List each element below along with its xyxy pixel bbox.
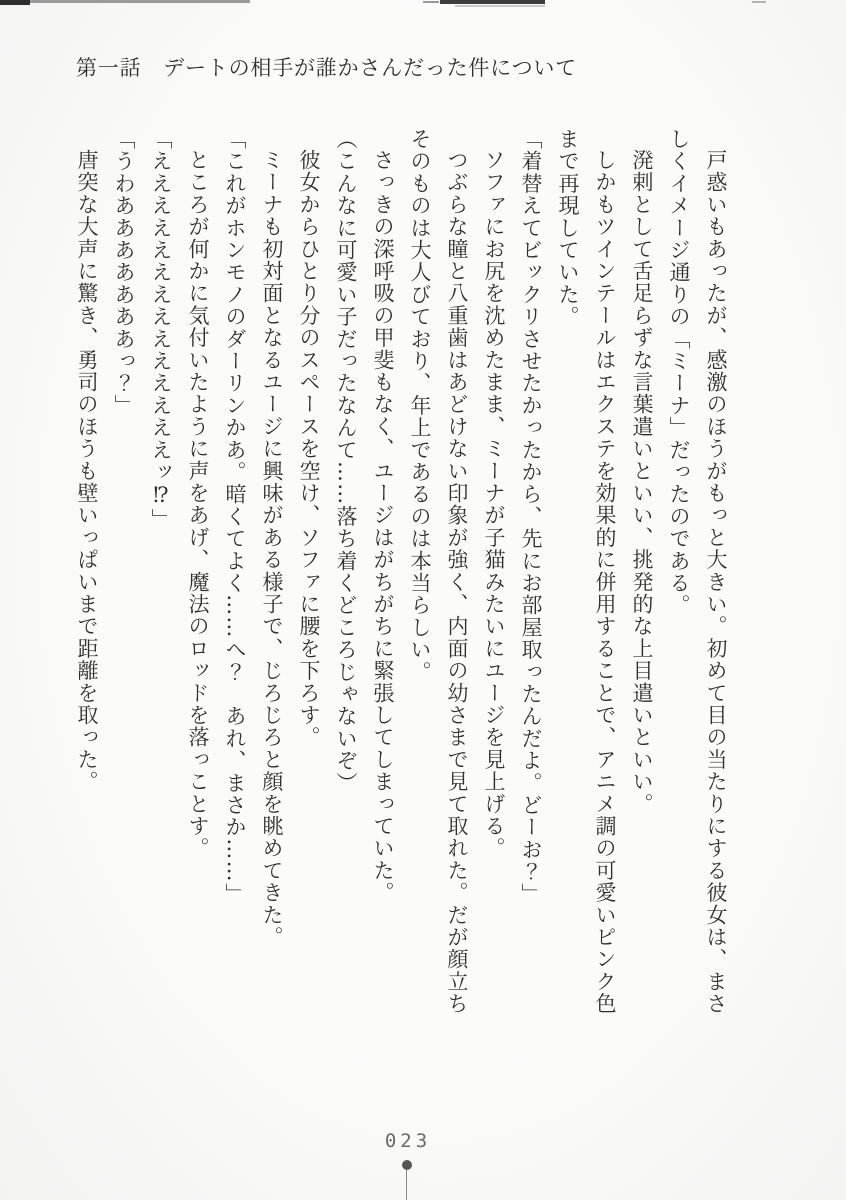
text-line: 「これがホンモノのダーリンかあ。暗くてよく……へ？ あれ、まさか……」 — [223, 128, 247, 905]
text-line: つぶらな瞳と八重歯はあどけない印象が強く、内面の幼さまで見て取れた。だが顔立ち — [445, 149, 469, 1015]
chapter-title: 第一話 デートの相手が誰かさんだった件について — [76, 56, 577, 80]
text-line: 「うわあああああああっ？」 — [112, 128, 136, 417]
text-line: 彼女からひとり分のスペースを空け、ソファに腰を下ろす。 — [297, 149, 321, 749]
body-text — [68, 128, 734, 1076]
text-line: しくイメージ通りの「ミーナ」だったのである。 — [667, 128, 691, 617]
text-line: しかもツインテールはエクステを効果的に併用することで、アニメ調の可愛いピンク色 — [593, 149, 617, 1015]
text-line: 溌剌として舌足らずな言葉遣いといい、挑発的な上目遣いといい。 — [630, 149, 654, 815]
text-line: 戸惑いもあったが、感激のほうがもっと大きい。初めて目の当たりにする彼女は、まさ — [704, 149, 728, 1015]
text-line: さっきの深呼吸の甲斐もなく、ユージはがちがちに緊張してしまっていた。 — [371, 149, 395, 904]
text-line: （こんなに可愛い子だったなんて……落ち着くどころじゃないぞ） — [334, 128, 358, 794]
text-line: そのものは大人びており、年上であるのは本当らしい。 — [408, 128, 432, 683]
text-line: 「着替えてビックリさせたかったから、先にお部屋取ったんだよ。どーお？」 — [519, 128, 543, 905]
page-number: 023 — [384, 1130, 432, 1152]
footer-rule-ornament — [406, 1170, 407, 1200]
text-line: まで再現していた。 — [556, 128, 580, 328]
footer-dot-ornament — [402, 1160, 412, 1170]
scan-artifact-top-right — [752, 1, 766, 3]
text-line: ところが何かに気付いたように声をあげ、魔法のロッドを落っことす。 — [186, 149, 210, 860]
scan-artifact-top-center-faint — [423, 1, 439, 3]
text-line: 「ええええええええええええええッ⁉」 — [149, 128, 173, 531]
scan-artifact-top-center — [440, 0, 545, 4]
scan-artifact-top-left-faint — [30, 0, 250, 3]
scan-artifact-top-center-shadow — [455, 5, 545, 7]
scan-artifact-top-left — [0, 0, 30, 5]
text-line: 唐突な大声に驚き、勇司のほうも壁いっぱいまで距離を取った。 — [75, 149, 99, 793]
text-line: ソファにお尻を沈めたまま、ミーナが子猫みたいにユージを見上げる。 — [482, 149, 506, 860]
text-line: ミーナも初対面となるユージに興味がある様子で、じろじろと顔を眺めてきた。 — [260, 149, 284, 949]
